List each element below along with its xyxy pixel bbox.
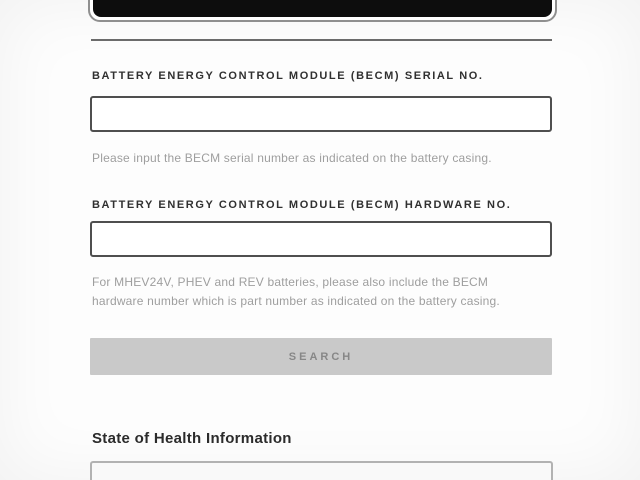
state-of-health-panel bbox=[90, 461, 553, 480]
becm-serial-label: BATTERY ENERGY CONTROL MODULE (BECM) SERIAL NO. bbox=[92, 70, 484, 82]
becm-hardware-label: BATTERY ENERGY CONTROL MODULE (BECM) HARDWARE NO. bbox=[92, 199, 512, 211]
becm-hardware-helper-text: For MHEV24V, PHEV and REV batteries, please also include the BECM hardware number which is part number as indicated on the battery casing. bbox=[92, 275, 500, 308]
becm-hardware-input[interactable] bbox=[90, 221, 552, 257]
top-black-button[interactable] bbox=[88, 0, 557, 22]
state-of-health-heading: State of Health Information bbox=[92, 430, 292, 447]
search-button[interactable]: SEARCH bbox=[90, 338, 552, 375]
becm-serial-helper-text: Please input the BECM serial number as indicated on the battery casing. bbox=[92, 151, 492, 165]
top-black-button-fill bbox=[93, 0, 552, 17]
becm-serial-input[interactable] bbox=[90, 96, 552, 132]
section-divider bbox=[91, 39, 552, 41]
